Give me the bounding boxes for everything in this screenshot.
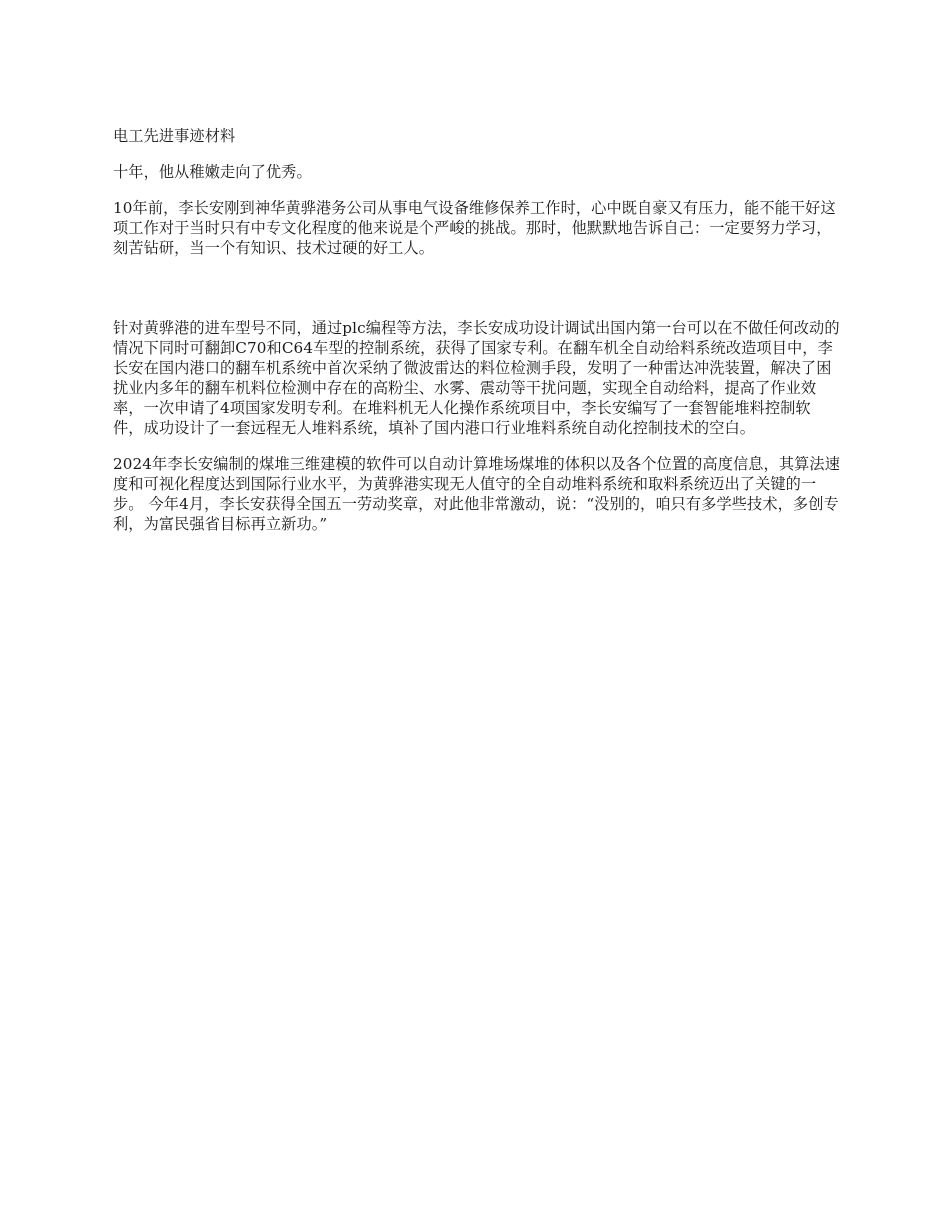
document-body <box>113 126 841 550</box>
paragraph-intro: 十年，他从稚嫩走向了优秀。 <box>113 163 312 181</box>
paragraph-background: 10年前，李长安刚到神华黄骅港务公司从事电气设备维修保养工作时，心中既自豪又有压力，能不能干好这项工作对于当时只有中专文化程度的他来说是个严峻的挑战。那时，他默默地告诉自己：一定要努力学习，刻苦钻研，当一个有知识、技术过硬的好工人。 <box>113 199 836 257</box>
paragraph-achievements: 针对黄骅港的进车型号不同，通过plc编程等方法，李长安成功设计调试出国内第一台可以在不做任何改动的情况下同时可翻卸C70和C64车型的控制系统，获得了国家专利。在翻车机全自动给料系统改造项目中，李长安在国内港口的翻车机系统中首次采纳了微波雷达的料位检测手段，发明了一种雷达冲洗装置，解决了困扰业内多年的翻车机料位检测中存在的高粉尘、水雾、震动等干扰问题，实现全自动给料，提高了作业效率，一次申请了4项国家发明专利。在堆料机无人化操作系统项目中，李长安编写了一套智能堆料控制软件，成功设计了一套远程无人堆料系统，填补了国内港口行业堆料系统自动化控制技术的空白。 <box>113 319 840 437</box>
paragraph-recognition: 2024年李长安编制的煤堆三维建模的软件可以自动计算堆场煤堆的体积以及各个位置的高度信息，其算法速度和可视化程度达到国际行业水平，为黄骅港实现无人值守的全自动堆料系统和取料系统迈出了关键的一步。 今年4月，李长安获得全国五一劳动奖章，对此他非常激动，说：“没别的，咱只有多学些技术，多创专利，为富民强省目标再立新功。” <box>113 455 840 533</box>
document-title: 电工先进事迹材料 <box>113 127 236 145</box>
